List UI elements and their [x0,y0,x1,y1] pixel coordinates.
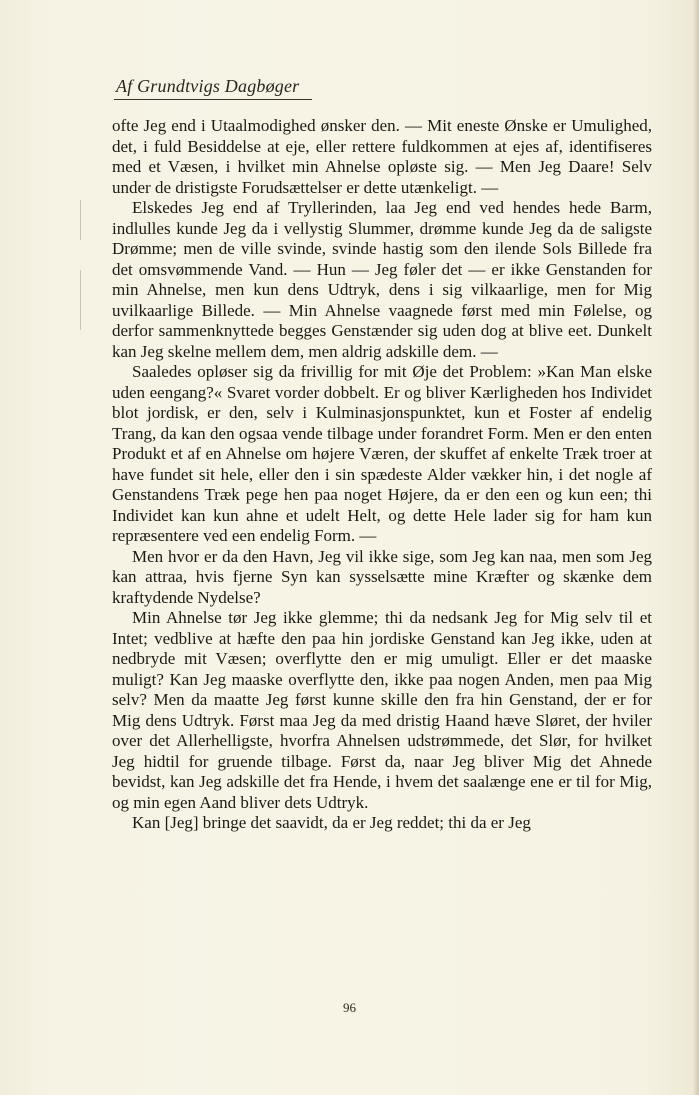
paragraph: Men hvor er da den Havn, Jeg vil ikke sige, som Jeg kan naa, men som Jeg kan attraa, hvis fjerne Syn kan sysselsætte mine Kræfter og skænke dem kraftydende Nydelse? [112,546,652,607]
paragraph: Saaledes opløser sig da frivillig for mit Øje det Problem: »Kan Man elske uden eengang?« Svaret vorder dobbelt. Er og bliver Kærligheden hos Individet blot jordisk, er den, selv i Kulminasjonspunktet, kun et Foster af endelig Trang, da kan den ogsaa vende tilbage under forandret Form. Men er den enten Produkt et af en Ahnelse om højere Væren, der skuffet af enkelte Træk troer at have fundet sit hele, eller den i sin spædeste Alder vækker hin, i det nogle af Genstandens Træk pege hen paa noget Højere, da er den een og kun een; thi Individet kan kun ahne et udelt Helt, og dette Hele lader sig for ham kun repræsentere ved een endelig Form. — [112,362,652,545]
page-number: 96 [343,1000,356,1015]
paragraph: Kan [Jeg] bringe det saavidt, da er Jeg reddet; thi da er Jeg [132,813,531,832]
paragraph: ofte Jeg end i Utaalmodighed ønsker den. — Mit eneste Ønske er Umulighed, det, i fuld Besiddelse at eje, eller rettere fuldkommen at ejes af, identifiseres med et Væsen, i hvilket min Ahnelse opløste sig. — Men Jeg Daare! Selv under de dristigste Forudsættelser er dette utænkeligt. — [112,116,652,197]
paragraph: Min Ahnelse tør Jeg ikke glemme; thi da nedsank Jeg for Mig selv til et Intet; vedblive at hæfte den paa hin jordiske Genstand kan Jeg ikke, uden at nedbryde mit Væsen; overflytte den er mig umuligt. Eller er det maaske muligt? Kan Jeg maaske overflytte den, ikke paa nogen Anden, men paa Mig selv? Men da maatte Jeg først kunne skille den fra hin Genstand, der er for Mig dens Udtryk. Først maa Jeg da med dristig Haand hæve Sløret, der hviler over det Allerhelligste, hvorfra Ahnelsen udstrømmede, det Slør, for hvilket Jeg hidtil for gruende tilbage. Først da, naar Jeg bliver Mig det Ahnede bevidst, kan Jeg adskille det fra Hende, i hvem det saalænge ene er til for Mig, og min egen Aand bliver dets Udtryk. [112,608,652,812]
body-text [112,116,652,834]
margin-pencil-mark [80,200,81,240]
margin-pencil-mark [80,270,81,330]
running-head: Af Grundtvigs Dagbøger [116,76,300,96]
running-head-rule [114,99,312,100]
paragraph: Elskedes Jeg end af Tryllerinden, laa Jeg end ved hendes hede Barm, indlulles kunde Jeg da i vellystig Slummer, drømme kunde Jeg da de saligste Drømme; men de ville svinde, svinde hastig som den ilende Sols Billede fra det omsvømmende Vand. — Hun — Jeg føler det — er ikke Genstanden for min Ahnelse, men kun dens Udtryk, dens i sig vilkaarlige, men for Mig uvilkaarlige Billede. — Min Ahnelse vaagnede først med min Følelse, og derfor sammenknyttede begges Genstænder sig uden dog at blive eet. Dunkelt kan Jeg skelne mellem dem, men aldrig adskille dem. — [112,198,652,361]
page-edge-shadow [693,0,699,1095]
